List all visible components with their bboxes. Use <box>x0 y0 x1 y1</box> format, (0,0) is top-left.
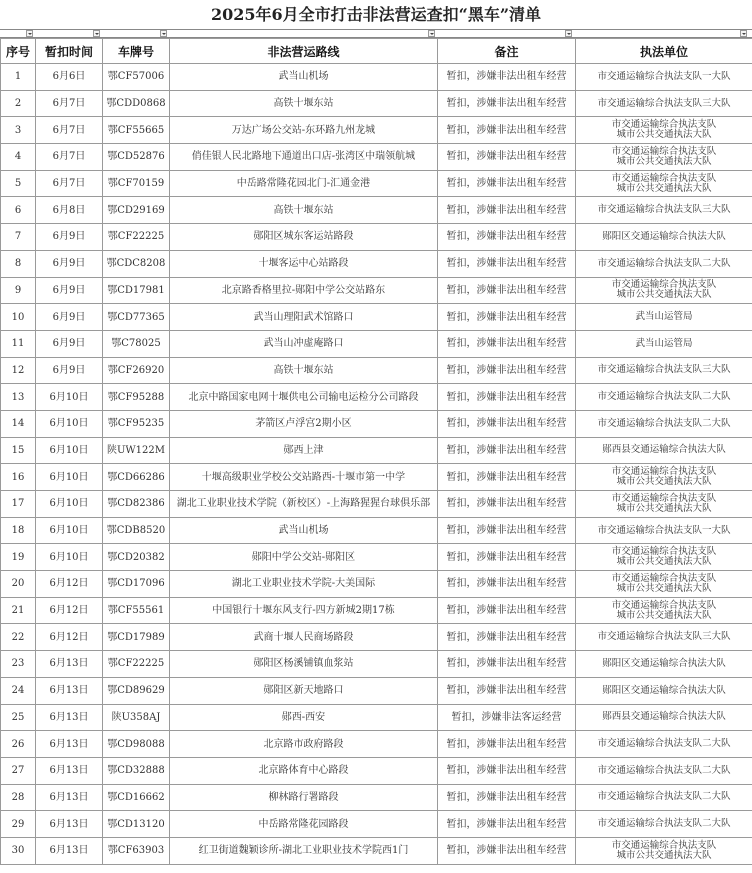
note-cell[interactable]: 暂扣，涉嫌非法出租车经营 <box>438 624 576 651</box>
note-cell[interactable]: 暂扣，涉嫌非法出租车经营 <box>438 437 576 464</box>
seq-cell[interactable]: 29 <box>1 811 36 838</box>
unit-cell[interactable] <box>576 410 752 437</box>
seq-cell[interactable]: 15 <box>1 437 36 464</box>
seq-cell[interactable]: 25 <box>1 704 36 731</box>
route-cell[interactable]: 中岳路常隆花园北门-汇通金港 <box>170 170 438 197</box>
table-row <box>1 517 752 544</box>
seq-cell[interactable]: 16 <box>1 464 36 491</box>
plate-cell[interactable]: 鄂C78025 <box>103 330 170 357</box>
filter-dropdown-icon[interactable] <box>740 30 747 37</box>
seq-cell[interactable]: 19 <box>1 544 36 571</box>
route-cell[interactable]: 武当山机场 <box>170 64 438 91</box>
unit-cell[interactable] <box>576 731 752 758</box>
seq-cell[interactable]: 20 <box>1 571 36 598</box>
date-cell[interactable]: 6月12日 <box>36 571 103 598</box>
unit-line: 市交通运输综合执法支队 <box>611 839 717 851</box>
seq-cell[interactable]: 30 <box>1 837 36 864</box>
seq-cell[interactable]: 13 <box>1 384 36 411</box>
unit-cell[interactable] <box>576 250 752 277</box>
table-row <box>1 597 752 624</box>
note-cell[interactable]: 暂扣，涉嫌非法出租车经营 <box>438 64 576 91</box>
date-cell[interactable]: 6月10日 <box>36 491 103 518</box>
date-cell[interactable]: 6月13日 <box>36 784 103 811</box>
seq-cell[interactable]: 3 <box>1 117 36 144</box>
plate-cell[interactable]: 鄂CF63903 <box>103 837 170 864</box>
seq-cell[interactable]: 14 <box>1 410 36 437</box>
route-cell[interactable]: 郧阳区城东客运站路段 <box>170 224 438 251</box>
note-cell[interactable]: 暂扣，涉嫌非法出租车经营 <box>438 757 576 784</box>
route-cell[interactable]: 北京路体育中心路段 <box>170 757 438 784</box>
unit-cell[interactable] <box>576 571 752 598</box>
table-row <box>1 64 752 91</box>
date-cell[interactable]: 6月10日 <box>36 410 103 437</box>
route-cell[interactable]: 武当山理阳武术馆路口 <box>170 304 438 331</box>
note-cell[interactable]: 暂扣，涉嫌非法出租车经营 <box>438 384 576 411</box>
seq-cell[interactable]: 10 <box>1 304 36 331</box>
note-cell[interactable]: 暂扣，涉嫌非法出租车经营 <box>438 464 576 491</box>
date-cell[interactable]: 6月9日 <box>36 304 103 331</box>
note-cell[interactable]: 暂扣，涉嫌非法客运经营 <box>438 704 576 731</box>
seq-cell[interactable]: 18 <box>1 517 36 544</box>
table-row <box>1 651 752 678</box>
unit-cell[interactable] <box>576 384 752 411</box>
table-row <box>1 250 752 277</box>
unit-cell[interactable] <box>576 90 752 117</box>
unit-cell[interactable] <box>576 677 752 704</box>
table-row <box>1 277 752 304</box>
date-cell[interactable]: 6月10日 <box>36 544 103 571</box>
unit-cell[interactable] <box>576 170 752 197</box>
unit-cell[interactable] <box>576 624 752 651</box>
table-row <box>1 117 752 144</box>
route-cell[interactable]: 北京中路国家电网十堰供电公司输电运检分公司路段 <box>170 384 438 411</box>
table-row <box>1 491 752 518</box>
unit-line: 市交通运输综合执法支队二大队 <box>597 818 731 830</box>
route-cell[interactable]: 郧阳区杨溪铺镇血浆站 <box>170 651 438 678</box>
date-cell[interactable]: 6月12日 <box>36 597 103 624</box>
seq-cell[interactable]: 27 <box>1 757 36 784</box>
table-row <box>1 544 752 571</box>
unit-cell[interactable] <box>576 704 752 731</box>
unit-cell[interactable] <box>576 437 752 464</box>
unit-line: 武当山运管局 <box>635 311 693 323</box>
unit-line: 市交通运输综合执法支队一大队 <box>597 70 731 82</box>
route-cell[interactable]: 高铁十堰东站 <box>170 357 438 384</box>
unit-line: 城市公共交通执法大队 <box>616 182 712 194</box>
plate-cell[interactable]: 鄂CF22225 <box>103 224 170 251</box>
unit-line: 市交通运输综合执法支队 <box>611 599 717 611</box>
plate-cell[interactable]: 鄂CD52876 <box>103 144 170 171</box>
unit-cell[interactable] <box>576 117 752 144</box>
note-cell[interactable]: 暂扣，涉嫌非法出租车经营 <box>438 90 576 117</box>
table-row <box>1 144 752 171</box>
note-cell[interactable]: 暂扣，涉嫌非法出租车经营 <box>438 784 576 811</box>
unit-line: 郧西县交通运输综合执法大队 <box>602 444 726 456</box>
unit-line: 市交通运输综合执法支队二大队 <box>597 791 731 803</box>
plate-cell[interactable]: 鄂CD32888 <box>103 757 170 784</box>
route-cell[interactable]: 俏佳银人民北路地下通道出口店-张湾区中瑞领航城 <box>170 144 438 171</box>
table-row <box>1 330 752 357</box>
date-cell[interactable]: 6月6日 <box>36 64 103 91</box>
date-cell[interactable]: 6月7日 <box>36 170 103 197</box>
unit-line: 市交通运输综合执法支队 <box>611 546 717 558</box>
table-row <box>1 731 752 758</box>
unit-line: 郧阳区交通运输综合执法大队 <box>602 657 726 669</box>
table-row <box>1 437 752 464</box>
note-cell[interactable]: 暂扣，涉嫌非法出租车经营 <box>438 597 576 624</box>
plate-cell[interactable]: 鄂CD98088 <box>103 731 170 758</box>
note-cell[interactable]: 暂扣，涉嫌非法出租车经营 <box>438 651 576 678</box>
seq-cell[interactable]: 5 <box>1 170 36 197</box>
unit-cell[interactable] <box>576 544 752 571</box>
unit-line: 市交通运输综合执法支队二大队 <box>597 417 731 429</box>
table-row <box>1 357 752 384</box>
note-cell[interactable]: 暂扣，涉嫌非法出租车经营 <box>438 731 576 758</box>
note-cell[interactable]: 暂扣，涉嫌非法出租车经营 <box>438 250 576 277</box>
note-cell[interactable]: 暂扣，涉嫌非法出租车经营 <box>438 410 576 437</box>
plate-cell[interactable]: 鄂CF22225 <box>103 651 170 678</box>
plate-cell[interactable]: 鄂CD89629 <box>103 677 170 704</box>
date-cell[interactable]: 6月7日 <box>36 117 103 144</box>
note-cell[interactable]: 暂扣，涉嫌非法出租车经营 <box>438 304 576 331</box>
date-cell[interactable]: 6月13日 <box>36 811 103 838</box>
unit-cell[interactable] <box>576 144 752 171</box>
plate-cell[interactable]: 鄂CD77365 <box>103 304 170 331</box>
unit-line: 城市公共交通执法大队 <box>616 289 712 301</box>
filter-dropdown-icon[interactable] <box>565 30 572 37</box>
unit-line: 市交通运输综合执法支队 <box>611 279 717 291</box>
header-plate[interactable]: 车牌号 <box>103 39 170 64</box>
table-row <box>1 464 752 491</box>
unit-line: 武当山运管局 <box>635 337 693 349</box>
seq-cell[interactable]: 28 <box>1 784 36 811</box>
route-cell[interactable]: 柳林路行署路段 <box>170 784 438 811</box>
table-row <box>1 224 752 251</box>
date-cell[interactable]: 6月9日 <box>36 277 103 304</box>
plate-cell[interactable]: 鄂CD20382 <box>103 544 170 571</box>
unit-line: 市交通运输综合执法支队三大队 <box>597 97 731 109</box>
note-cell[interactable]: 暂扣，涉嫌非法出租车经营 <box>438 170 576 197</box>
unit-cell[interactable] <box>576 357 752 384</box>
seq-cell[interactable]: 17 <box>1 491 36 518</box>
plate-cell[interactable]: 鄂CF95235 <box>103 410 170 437</box>
unit-cell[interactable] <box>576 784 752 811</box>
filter-dropdown-icon[interactable] <box>26 30 33 37</box>
table-row <box>1 624 752 651</box>
plate-cell[interactable]: 陕UW122M <box>103 437 170 464</box>
header-route[interactable]: 非法营运路线 <box>170 39 438 64</box>
note-cell[interactable]: 暂扣，涉嫌非法出租车经营 <box>438 571 576 598</box>
unit-line: 郧阳区交通运输综合执法大队 <box>602 230 726 242</box>
unit-line: 市交通运输综合执法支队二大队 <box>597 257 731 269</box>
date-cell[interactable]: 6月13日 <box>36 651 103 678</box>
plate-cell[interactable]: 鄂CD13120 <box>103 811 170 838</box>
table-row <box>1 837 752 864</box>
unit-cell[interactable] <box>576 464 752 491</box>
route-cell[interactable]: 高铁十堰东站 <box>170 90 438 117</box>
header-seq[interactable]: 序号 <box>1 39 36 64</box>
unit-line: 市交通运输综合执法支队 <box>611 466 717 478</box>
unit-cell[interactable] <box>576 64 752 91</box>
unit-line: 市交通运输综合执法支队 <box>611 492 717 504</box>
plate-cell[interactable]: 鄂CD17981 <box>103 277 170 304</box>
table-body <box>1 64 752 865</box>
plate-cell[interactable]: 鄂CD66286 <box>103 464 170 491</box>
table-row <box>1 90 752 117</box>
unit-cell[interactable] <box>576 837 752 864</box>
table-row <box>1 784 752 811</box>
filter-dropdown-icon[interactable] <box>428 30 435 37</box>
note-cell[interactable]: 暂扣，涉嫌非法出租车经营 <box>438 330 576 357</box>
note-cell[interactable]: 暂扣，涉嫌非法出租车经营 <box>438 837 576 864</box>
table-row <box>1 704 752 731</box>
date-cell[interactable]: 6月9日 <box>36 357 103 384</box>
header-row <box>1 39 752 64</box>
unit-line: 市交通运输综合执法支队 <box>611 145 717 157</box>
seq-cell[interactable]: 7 <box>1 224 36 251</box>
seq-cell[interactable]: 2 <box>1 90 36 117</box>
route-cell[interactable]: 中岳路常隆花园路段 <box>170 811 438 838</box>
table-row <box>1 304 752 331</box>
unit-cell[interactable] <box>576 277 752 304</box>
route-cell[interactable]: 郧阳区新天地路口 <box>170 677 438 704</box>
plate-cell[interactable]: 鄂CF55561 <box>103 597 170 624</box>
table-row <box>1 410 752 437</box>
plate-cell[interactable]: 鄂CDC8208 <box>103 250 170 277</box>
route-cell[interactable]: 茅箭区卢浮宫2期小区 <box>170 410 438 437</box>
route-cell[interactable]: 郧阳中学公交站-郧阳区 <box>170 544 438 571</box>
plate-cell[interactable]: 鄂CD82386 <box>103 491 170 518</box>
route-cell[interactable]: 郧西-西安 <box>170 704 438 731</box>
unit-line: 市交通运输综合执法支队二大队 <box>597 391 731 403</box>
unit-line: 城市公共交通执法大队 <box>616 502 712 514</box>
table-row <box>1 384 752 411</box>
note-cell[interactable]: 暂扣，涉嫌非法出租车经营 <box>438 117 576 144</box>
seq-cell[interactable]: 11 <box>1 330 36 357</box>
date-cell[interactable]: 6月13日 <box>36 837 103 864</box>
seq-cell[interactable]: 1 <box>1 64 36 91</box>
note-cell[interactable]: 暂扣，涉嫌非法出租车经营 <box>438 224 576 251</box>
plate-cell[interactable]: 鄂CF95288 <box>103 384 170 411</box>
date-cell[interactable]: 6月10日 <box>36 464 103 491</box>
sheet-title: 2025年6月全市打击非法营运查扣“黑车”清单 <box>0 0 752 30</box>
table-row <box>1 677 752 704</box>
seq-cell[interactable]: 21 <box>1 597 36 624</box>
seq-cell[interactable]: 6 <box>1 197 36 224</box>
route-cell[interactable]: 郧西上津 <box>170 437 438 464</box>
unit-line: 市交通运输综合执法支队三大队 <box>597 204 731 216</box>
seq-cell[interactable]: 26 <box>1 731 36 758</box>
date-cell[interactable]: 6月9日 <box>36 224 103 251</box>
unit-cell[interactable] <box>576 224 752 251</box>
plate-cell[interactable]: 鄂CDB8520 <box>103 517 170 544</box>
seq-cell[interactable]: 9 <box>1 277 36 304</box>
date-cell[interactable]: 6月13日 <box>36 704 103 731</box>
unit-cell[interactable] <box>576 197 752 224</box>
note-cell[interactable]: 暂扣，涉嫌非法出租车经营 <box>438 277 576 304</box>
route-cell[interactable]: 高铁十堰东站 <box>170 197 438 224</box>
unit-line: 市交通运输综合执法支队三大队 <box>597 631 731 643</box>
unit-line: 城市公共交通执法大队 <box>616 556 712 568</box>
filter-bar <box>0 30 752 38</box>
plate-cell[interactable]: 鄂CD17096 <box>103 571 170 598</box>
route-cell[interactable]: 武当山冲虚庵路口 <box>170 330 438 357</box>
unit-line: 城市公共交通执法大队 <box>616 476 712 488</box>
plate-cell[interactable]: 鄂CF55665 <box>103 117 170 144</box>
plate-cell[interactable]: 鄂CD16662 <box>103 784 170 811</box>
unit-line: 市交通运输综合执法支队二大队 <box>597 764 731 776</box>
unit-line: 市交通运输综合执法支队三大队 <box>597 364 731 376</box>
route-cell[interactable]: 武商十堰人民商场路段 <box>170 624 438 651</box>
filter-dropdown-icon[interactable] <box>93 30 100 37</box>
route-cell[interactable]: 武当山机场 <box>170 517 438 544</box>
date-cell[interactable]: 6月10日 <box>36 437 103 464</box>
route-cell[interactable]: 万达广场公交站-东环路九州龙城 <box>170 117 438 144</box>
unit-cell[interactable] <box>576 517 752 544</box>
note-cell[interactable]: 暂扣，涉嫌非法出租车经营 <box>438 677 576 704</box>
route-cell[interactable]: 北京路市政府路段 <box>170 731 438 758</box>
route-cell[interactable]: 十堰高级职业学校公交站路西-十堰市第一中学 <box>170 464 438 491</box>
note-cell[interactable]: 暂扣，涉嫌非法出租车经营 <box>438 144 576 171</box>
date-cell[interactable]: 6月10日 <box>36 384 103 411</box>
unit-cell[interactable] <box>576 491 752 518</box>
unit-cell[interactable] <box>576 330 752 357</box>
seq-cell[interactable]: 12 <box>1 357 36 384</box>
filter-dropdown-icon[interactable] <box>160 30 167 37</box>
seq-cell[interactable]: 22 <box>1 624 36 651</box>
date-cell[interactable]: 6月9日 <box>36 330 103 357</box>
unit-line: 市交通运输综合执法支队 <box>611 572 717 584</box>
plate-cell[interactable]: 鄂CF70159 <box>103 170 170 197</box>
unit-line: 城市公共交通执法大队 <box>616 129 712 141</box>
unit-line: 市交通运输综合执法支队一大队 <box>597 524 731 536</box>
route-cell[interactable]: 红卫街道魏颖诊所-湖北工业职业技术学院西1门 <box>170 837 438 864</box>
unit-line: 城市公共交通执法大队 <box>616 155 712 167</box>
plate-cell[interactable]: 鄂CF26920 <box>103 357 170 384</box>
unit-line: 郧阳区交通运输综合执法大队 <box>602 684 726 696</box>
date-cell[interactable]: 6月13日 <box>36 731 103 758</box>
table-row <box>1 811 752 838</box>
date-cell[interactable]: 6月10日 <box>36 517 103 544</box>
note-cell[interactable]: 暂扣，涉嫌非法出租车经营 <box>438 544 576 571</box>
unit-cell[interactable] <box>576 757 752 784</box>
date-cell[interactable]: 6月13日 <box>36 757 103 784</box>
unit-line: 城市公共交通执法大队 <box>616 609 712 621</box>
table-row <box>1 571 752 598</box>
seq-cell[interactable]: 23 <box>1 651 36 678</box>
date-cell[interactable]: 6月9日 <box>36 250 103 277</box>
route-cell[interactable]: 十堰客运中心站路段 <box>170 250 438 277</box>
plate-cell[interactable]: 陕U358AJ <box>103 704 170 731</box>
seq-cell[interactable]: 24 <box>1 677 36 704</box>
plate-cell[interactable]: 鄂CDD0868 <box>103 90 170 117</box>
note-cell[interactable]: 暂扣，涉嫌非法出租车经营 <box>438 357 576 384</box>
date-cell[interactable]: 6月12日 <box>36 624 103 651</box>
date-cell[interactable]: 6月7日 <box>36 144 103 171</box>
unit-cell[interactable] <box>576 651 752 678</box>
route-cell[interactable]: 湖北工业职业技术学院（新校区）-上海路猩猩台球俱乐部 <box>170 491 438 518</box>
header-date[interactable]: 暂扣时间 <box>36 39 103 64</box>
unit-cell[interactable] <box>576 304 752 331</box>
table-row <box>1 170 752 197</box>
header-note[interactable]: 备注 <box>438 39 576 64</box>
unit-line: 城市公共交通执法大队 <box>616 582 712 594</box>
seq-cell[interactable]: 4 <box>1 144 36 171</box>
header-unit[interactable]: 执法单位 <box>576 39 752 64</box>
plate-cell[interactable]: 鄂CD17989 <box>103 624 170 651</box>
note-cell[interactable]: 暂扣，涉嫌非法出租车经营 <box>438 197 576 224</box>
date-cell[interactable]: 6月8日 <box>36 197 103 224</box>
date-cell[interactable]: 6月7日 <box>36 90 103 117</box>
table-row <box>1 197 752 224</box>
unit-line: 城市公共交通执法大队 <box>616 849 712 861</box>
note-cell[interactable]: 暂扣，涉嫌非法出租车经营 <box>438 491 576 518</box>
route-cell[interactable]: 中国银行十堰东风支行-四方新城2期17栋 <box>170 597 438 624</box>
note-cell[interactable]: 暂扣，涉嫌非法出租车经营 <box>438 517 576 544</box>
plate-cell[interactable]: 鄂CF57006 <box>103 64 170 91</box>
unit-line: 郧西县交通运输综合执法大队 <box>602 711 726 723</box>
unit-line: 市交通运输综合执法支队二大队 <box>597 738 731 750</box>
note-cell[interactable]: 暂扣，涉嫌非法出租车经营 <box>438 811 576 838</box>
vehicle-table <box>0 38 752 865</box>
table-row <box>1 757 752 784</box>
seq-cell[interactable]: 8 <box>1 250 36 277</box>
route-cell[interactable]: 北京路香格里拉-郧阳中学公交站路东 <box>170 277 438 304</box>
unit-line: 市交通运输综合执法支队 <box>611 172 717 184</box>
plate-cell[interactable]: 鄂CD29169 <box>103 197 170 224</box>
unit-cell[interactable] <box>576 811 752 838</box>
unit-line: 市交通运输综合执法支队 <box>611 119 717 131</box>
date-cell[interactable]: 6月13日 <box>36 677 103 704</box>
unit-cell[interactable] <box>576 597 752 624</box>
route-cell[interactable]: 湖北工业职业技术学院-大美国际 <box>170 571 438 598</box>
